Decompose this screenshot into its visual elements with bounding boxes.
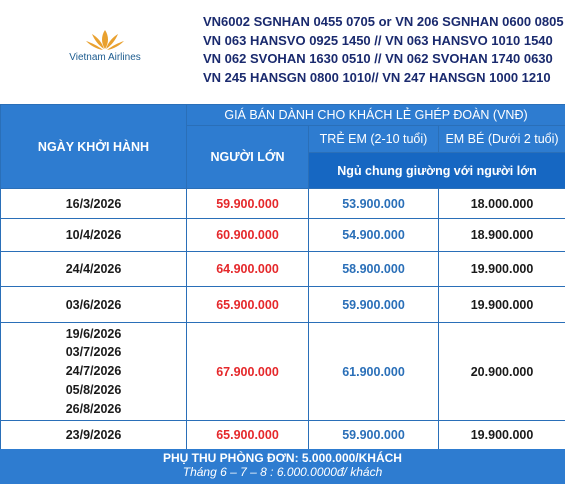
child-price: 61.900.000 <box>309 323 439 421</box>
logo-wordmark: Vietnam Airlines <box>69 52 141 63</box>
flight-line: VN 245 HANSGN 0800 1010// VN 247 HANSGN 1000 1210 <box>203 69 551 85</box>
adult-price: 59.900.000 <box>187 189 309 219</box>
departure-date: 24/7/2026 <box>65 364 122 379</box>
adult-price: 64.900.000 <box>187 252 309 287</box>
flight-line: VN 063 HANSVO 0925 1450 // VN 063 HANSVO 1010 1540 <box>203 32 553 48</box>
departure-dates <box>1 323 187 421</box>
departure-date: 26/8/2026 <box>65 401 122 416</box>
infant-price: 18.900.000 <box>439 219 565 252</box>
adult-price: 65.900.000 <box>187 287 309 323</box>
child-price: 59.900.000 <box>309 287 439 323</box>
top-header <box>0 0 565 104</box>
child-price: 54.900.000 <box>309 219 439 252</box>
departure-date: 19/6/2026 <box>65 326 122 341</box>
flight-schedule <box>203 13 563 87</box>
departure-date: 03/6/2026 <box>1 287 187 323</box>
summer-surcharge-note: Tháng 6 – 7 – 8 : 6.000.0000đ/ khách <box>182 465 383 479</box>
table-row <box>1 421 565 450</box>
child-price: 53.900.000 <box>309 189 439 219</box>
departure-date: 05/8/2026 <box>65 382 122 397</box>
airline-logo <box>62 28 148 68</box>
infant-price: 20.900.000 <box>439 323 565 421</box>
table-row <box>1 323 565 421</box>
infant-price: 18.000.000 <box>439 189 565 219</box>
departure-date: 03/7/2026 <box>65 345 122 360</box>
infant-price: 19.900.000 <box>439 421 565 450</box>
child-price: 59.900.000 <box>309 421 439 450</box>
infant-price: 19.900.000 <box>439 287 565 323</box>
adult-price: 67.900.000 <box>187 323 309 421</box>
adult-price: 65.900.000 <box>187 421 309 450</box>
table-row <box>1 287 565 323</box>
infant-price: 19.900.000 <box>439 252 565 287</box>
shared-bed-note: Ngủ chung giường với người lớn <box>309 153 565 189</box>
adult-price: 60.900.000 <box>187 219 309 252</box>
departure-date: 16/3/2026 <box>1 189 187 219</box>
flight-line: VN6002 SGNHAN 0455 0705 or VN 206 SGNHAN 0600 0805 <box>203 14 564 29</box>
flight-line: VN 062 SVOHAN 1630 0510 // VN 062 SVOHAN 1740 0630 <box>203 51 553 67</box>
table-row <box>1 219 565 252</box>
infant-header: EM BÉ (Dưới 2 tuổi) <box>439 126 565 153</box>
surcharge-footer <box>0 449 565 484</box>
departure-date: 23/9/2026 <box>1 421 187 450</box>
price-group-header: GIÁ BÁN DÀNH CHO KHÁCH LẺ GHÉP ĐOÀN (VNĐ) <box>187 105 565 126</box>
single-room-surcharge: PHỤ THU PHÒNG ĐƠN: 5.000.000/KHÁCH <box>163 451 402 465</box>
departure-date: 10/4/2026 <box>1 219 187 252</box>
adult-header: NGƯỜI LỚN <box>187 126 309 189</box>
lotus-icon <box>62 28 148 54</box>
departure-date-header: NGÀY KHỞI HÀNH <box>1 105 187 189</box>
child-header: TRẺ EM (2-10 tuổi) <box>309 126 439 153</box>
departure-date: 24/4/2026 <box>1 252 187 287</box>
table-row <box>1 252 565 287</box>
fare-table <box>0 104 565 450</box>
table-row <box>1 189 565 219</box>
child-price: 58.900.000 <box>309 252 439 287</box>
